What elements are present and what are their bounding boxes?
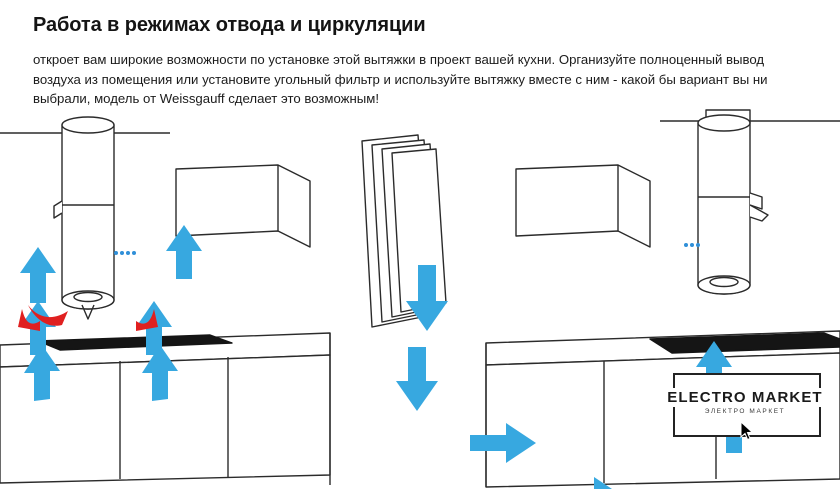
duct-box-right <box>516 165 650 247</box>
watermark-subtitle: ЭЛЕКТРО МАРКЕТ <box>704 408 786 415</box>
duct-box-left <box>176 165 310 247</box>
watermark-brand: ELECTRO MARKET <box>667 389 823 406</box>
diagram-scene <box>0 105 840 489</box>
page-title: Работа в режимах отвода и циркуляции <box>33 14 426 36</box>
cylindrical-hood-right <box>698 110 768 294</box>
mouse-cursor-icon <box>740 421 754 441</box>
intro-paragraph: откроет вам широкие возможности по установке этой вытяжки в проект вашей кухни. Организуйте полноценный вывод воздуха из помещения или установите угольный фильтр и используйте вытяжку вместе с ним - какой бы вариант вы ни выбрали, модель от Weissgauff сделает это возможным! <box>33 52 768 106</box>
cylindrical-hood-left <box>54 117 114 319</box>
